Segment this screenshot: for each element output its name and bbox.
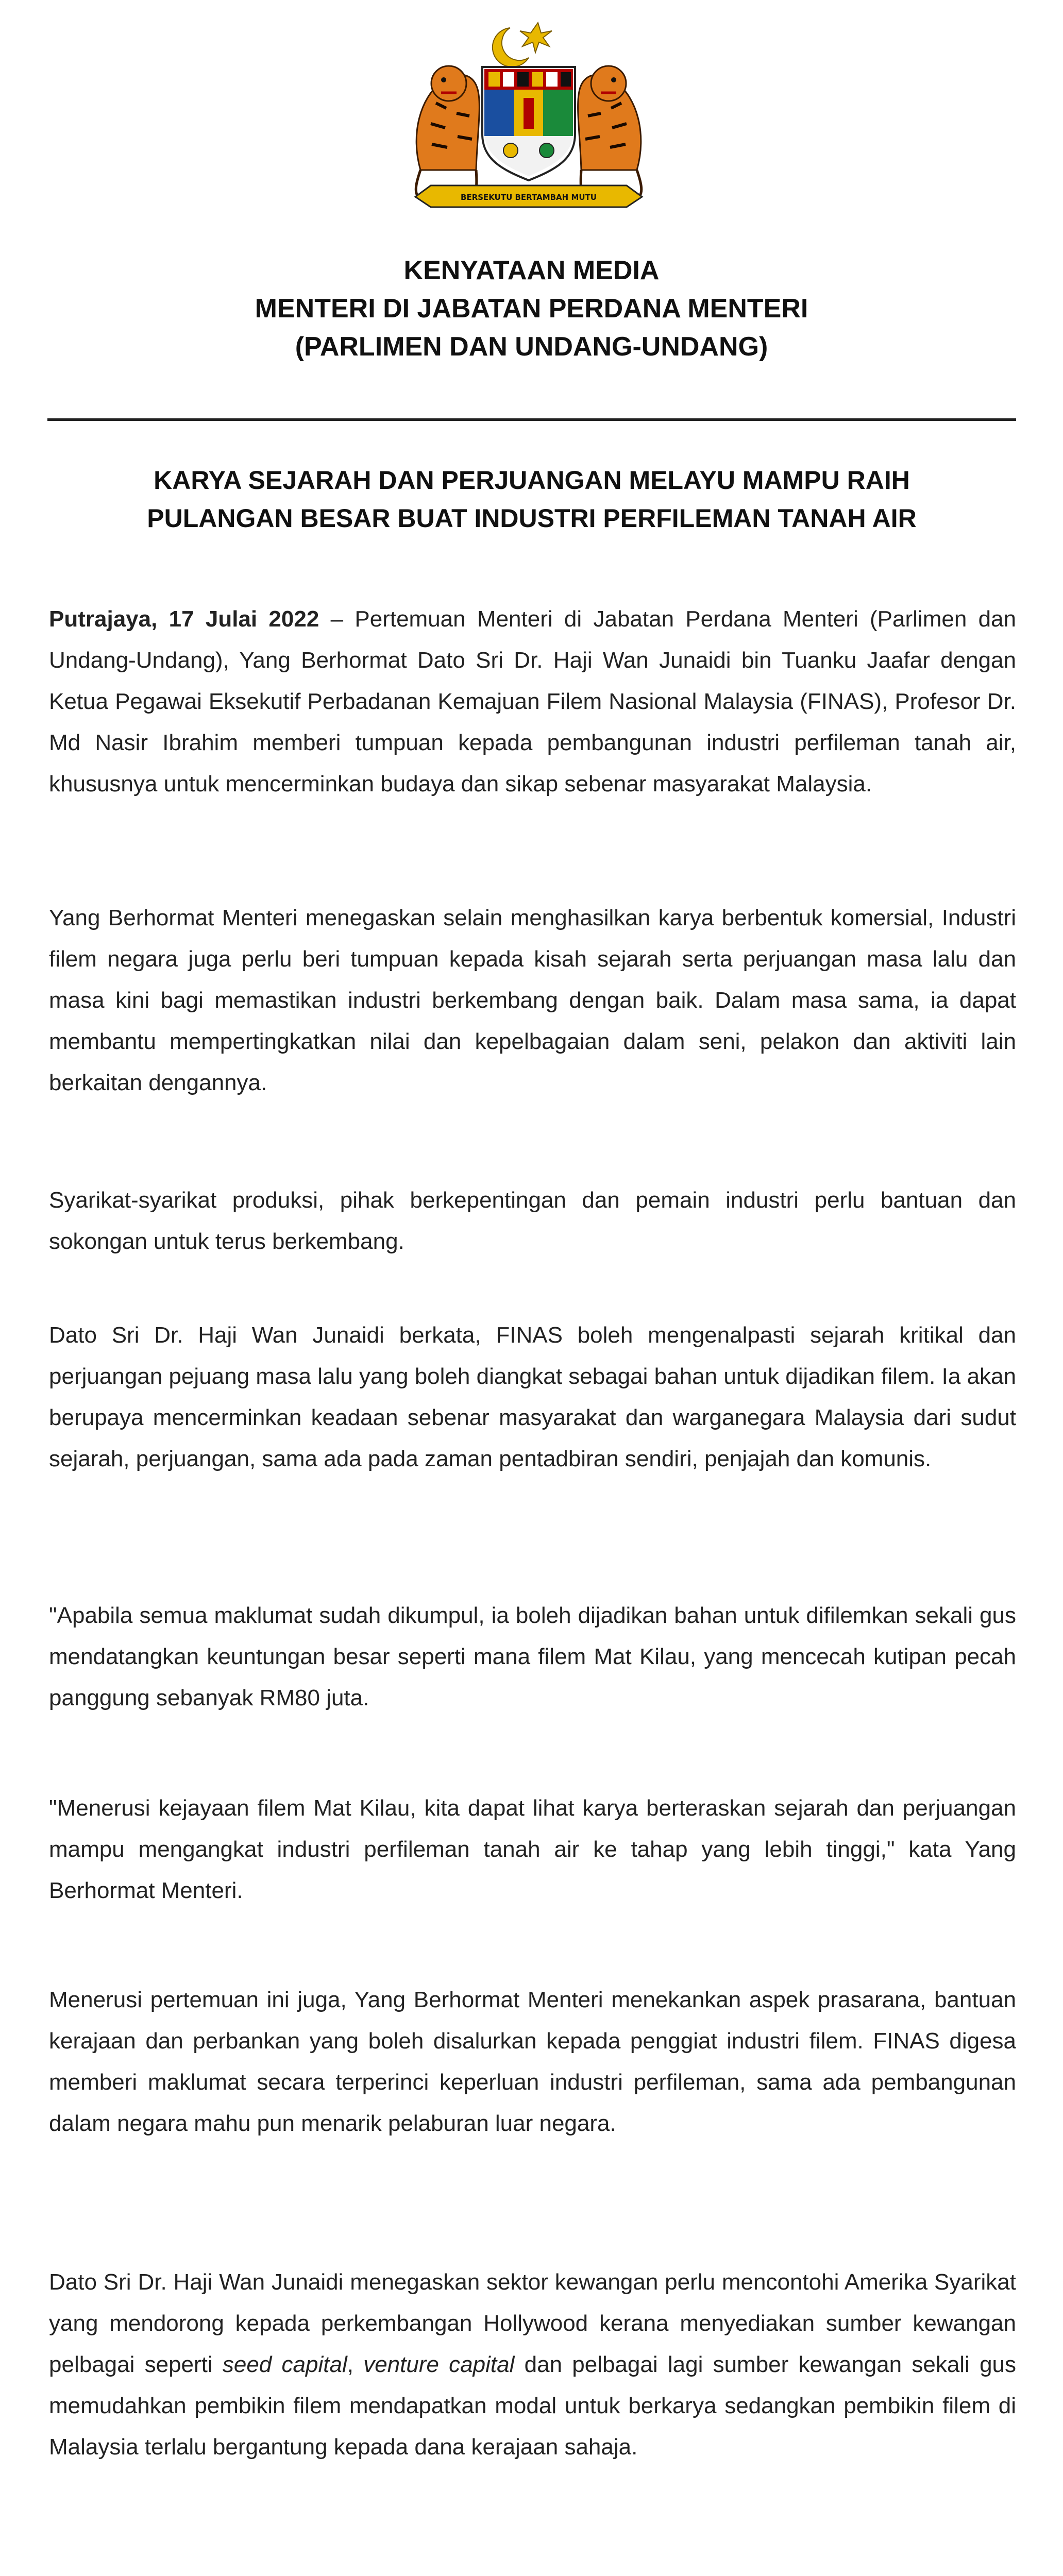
media-statement-header xyxy=(0,251,1063,366)
header-divider xyxy=(47,418,1016,421)
term-venture-capital: venture capital xyxy=(363,2352,515,2377)
motto-banner xyxy=(415,185,642,207)
paragraph-8-part-a: Dato Sri Dr. Haji Wan Junaidi menegaskan sektor kewangan perlu mencontohi Amerika Syarikat yang mendorong kepada perkembangan Hollywood kerana menyediakan sumber kewangan pelbagai seperti xyxy=(49,2269,1016,2377)
paragraph-7: Menerusi pertemuan ini juga, Yang Berhormat Menteri menekankan aspek prasarana, bantuan kerajaan dan perbankan yang boleh disalurkan kepada penggiat industri filem. FINAS digesa memberi maklumat secara terperinci keperluan industri perfileman, sama ada pembangunan dalam negara mahu pun menarik pelaburan luar negara. xyxy=(49,1987,1016,2136)
paragraph-6: "Menerusi kejayaan filem Mat Kilau, kita dapat lihat karya berteraskan sejarah dan perjuangan mampu mengangkat industri perfileman tanah air ke tahap yang lebih tinggi," kata Yang Berhormat Menteri. xyxy=(49,1795,1016,1903)
paragraph-1-text: – Pertemuan Menteri di Jabatan Perdana Menteri (Parlimen dan Undang-Undang), Yang Berhormat Dato Sri Dr. Haji Wan Junaidi bin Tuanku Jaafar dengan Ketua Pegawai Eksekutif Perbadanan Kemajuan Filem Nasional Malaysia (FINAS), Profesor Dr. Md Nasir Ibrahim memberi tumpuan kepada pembangunan industri perfileman tanah air, khususnya untuk mencerminkan budaya dan sikap sebenar masyarakat Malaysia. xyxy=(49,606,1016,796)
paragraph-5: "Apabila semua maklumat sudah dikumpul, ia boleh dijadikan bahan untuk difilemkan sekali gus mendatangkan keuntungan besar seperti mana filem Mat Kilau, yang mencecah kutipan pecah panggung sebanyak RM80 juta. xyxy=(49,1603,1016,1710)
paragraph-4: Dato Sri Dr. Haji Wan Junaidi berkata, FINAS boleh mengenalpasti sejarah kritikal dan perjuangan pejuang masa lalu yang boleh diangkat sebagai bahan untuk dijadikan filem. Ia akan berupaya mencerminkan keadaan sebenar masyarakat dan warganegara Malaysia dari sudut sejarah, perjuangan, sama ada pada zaman pentadbiran sendiri, penjajah dan komunis. xyxy=(49,1323,1016,1471)
motto-text: BERSEKUTU BERTAMBAH MUTU xyxy=(461,193,597,202)
shield-icon xyxy=(482,67,575,180)
left-tiger-icon xyxy=(416,66,479,201)
header-title: KENYATAAN MEDIA xyxy=(403,256,660,285)
paragraph-3: Syarikat-syarikat produksi, pihak berkepentingan dan pemain industri perlu bantuan dan sokongan untuk terus berkembang. xyxy=(49,1188,1016,1254)
paragraph-8-part-c: dan pelbagai lagi sumber kewangan sekali gus memudahkan pembikin filem mendapatkan modal untuk berkarya sedangkan pembikin filem di Malaysia terlalu bergantung kepada dana kerajaan sahaja. xyxy=(49,2352,1017,2460)
paragraph-2: Yang Berhormat Menteri menegaskan selain menghasilkan karya berbentuk komersial, Industri filem negara juga perlu beri tumpuan kepada kisah sejarah serta perjuangan masa lalu dan masa kini bagi memastikan industri berkembang dengan baik. Dalam masa sama, ia dapat membantu mempertingkatkan nilai dan kepelbagaian dalam seni, pelakon dan aktiviti lain berkaitan dengannya. xyxy=(49,905,1016,1095)
headline-line-1: KARYA SEJARAH DAN PERJUANGAN MELAYU MAMPU RAIH xyxy=(154,466,910,495)
dateline: Putrajaya, 17 Julai 2022 xyxy=(49,606,319,632)
header-division: (PARLIMEN DAN UNDANG-UNDANG) xyxy=(295,332,768,362)
paragraph-1 xyxy=(49,599,1016,805)
headline xyxy=(47,461,1016,537)
paragraph-8-part-b: , xyxy=(347,2352,364,2377)
right-tiger-icon xyxy=(578,66,642,201)
paragraph-8 xyxy=(49,2262,1016,2468)
header-ministry: MENTERI DI JABATAN PERDANA MENTERI xyxy=(255,294,808,324)
term-seed-capital: seed capital xyxy=(222,2352,347,2377)
coat-of-arms-logo xyxy=(400,15,657,216)
headline-line-2: PULANGAN BESAR BUAT INDUSTRI PERFILEMAN TANAH AIR xyxy=(147,504,917,533)
crescent-star-icon xyxy=(493,23,552,67)
